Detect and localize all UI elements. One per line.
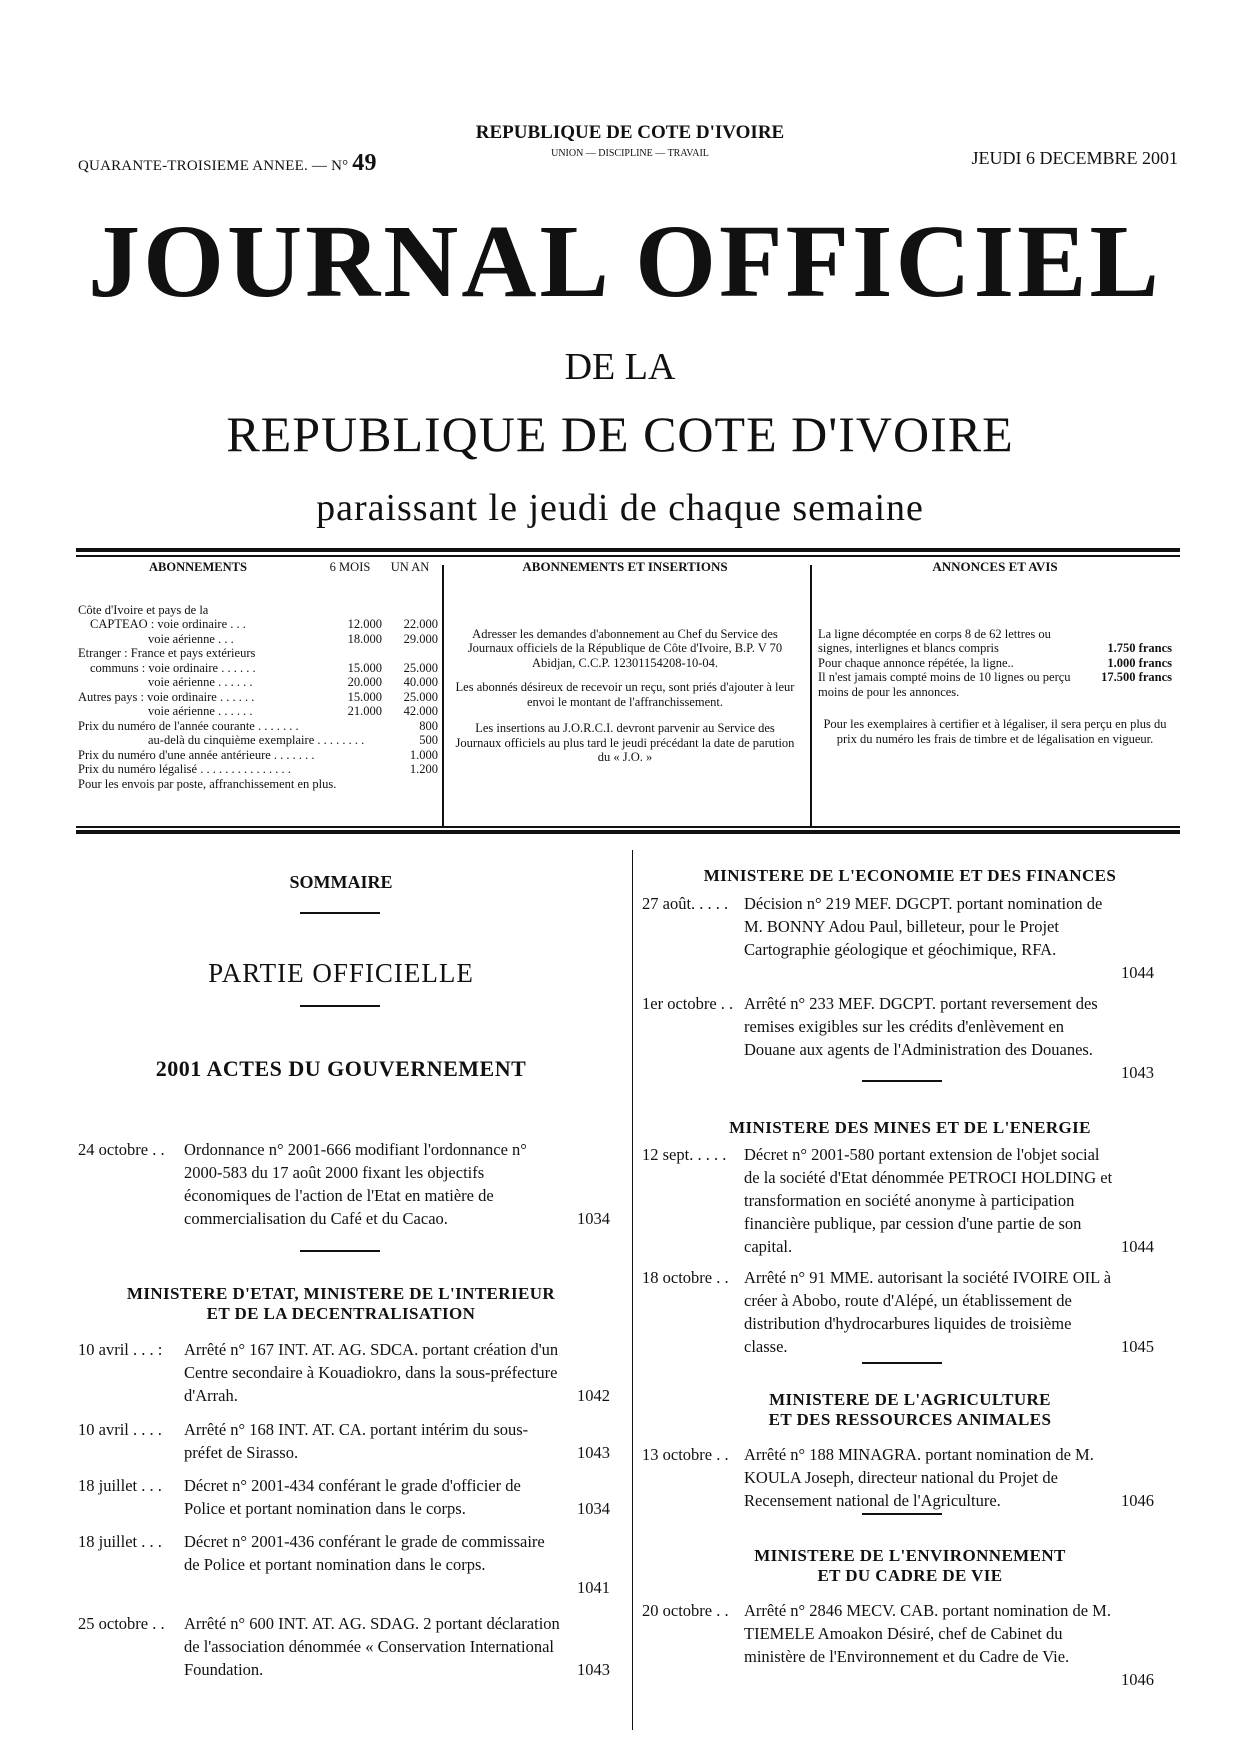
agriculture-heading-line1: MINISTERE DE L'AGRICULTURE (769, 1390, 1051, 1409)
entry-text: Arrêté n° 600 INT. AT. AG. SDAG. 2 portant déclaration de l'association dénommée « Conservation International Foundation. (184, 1614, 560, 1679)
top-rule-thin (76, 555, 1180, 557)
abonnement-1an: 800 (419, 718, 438, 733)
agriculture-heading (640, 1390, 1180, 1430)
abonnement-label: Etranger : France et pays extérieurs (78, 646, 256, 660)
sommaire-heading: SOMMAIRE (289, 872, 393, 892)
republic-motto: UNION — DISCIPLINE — TRAVAIL (551, 148, 709, 159)
actes-heading: 2001 ACTES DU GOUVERNEMENT (155, 1056, 527, 1081)
abonnement-6mois: 15.000 (347, 660, 382, 675)
abonnement-label: communs : voie ordinaire . . . . . . (90, 660, 256, 675)
entry-text: Arrêté n° 168 INT. AT. CA. portant intérim du sous-préfet de Sirasso. (184, 1420, 529, 1462)
edition-line (78, 150, 377, 177)
abonnement-row (78, 777, 438, 792)
entry-date: 18 juillet . . . (78, 1476, 162, 1495)
abonnement-label: Autres pays : voie ordinaire . . . . . . (78, 689, 255, 704)
bottom-rule-thick (76, 830, 1180, 834)
masthead-republic: REPUBLIQUE DE COTE D'IVOIRE (226, 406, 1014, 462)
abonnement-6mois (326, 719, 382, 734)
entry-date: 18 juillet . . . (78, 1532, 162, 1551)
entry-mines-1 (642, 1143, 1154, 1261)
entry-page: 1043 (1121, 1063, 1154, 1082)
republic-header (420, 122, 840, 159)
entry-date: 25 octobre . . (78, 1614, 165, 1633)
entry-page: 1034 (577, 1209, 610, 1228)
abonnement-1an: 25.000 (403, 689, 438, 704)
entry-text: Décision n° 219 MEF. DGCPT. portant nomination de M. BONNY Adou Paul, billeteur, pour le Projet Cartographie géologique et géochimique, RFA. (744, 894, 1103, 959)
entry-text: Arrêté n° 188 MINAGRA. portant nomination de M. KOULA Joseph, directeur national du Projet de Recensement national de l'Agriculture. (744, 1445, 1094, 1510)
entry-text: Ordonnance n° 2001-666 modifiant l'ordonnance n° 2000-583 du 17 août 2000 fixant les objectifs économiques de l'action de l'Etat en matière de commercialisation du Café et du Cacao. (184, 1140, 527, 1228)
abonnement-1an: 25.000 (403, 660, 438, 675)
abonnement-label: Prix du numéro légalisé . . . . . . . . . . . . . . . (78, 762, 291, 776)
abonnement-label: Prix du numéro de l'année courante . . . . . . . (78, 718, 299, 733)
abonnements-lines (78, 603, 438, 792)
entry-environnement-1 (642, 1599, 1154, 1694)
entry-page: 1044 (1121, 1237, 1154, 1256)
annonces-repeat-rate: 1.000 francs (1107, 655, 1172, 670)
abonnements-col-1an: UN AN (390, 560, 430, 574)
environnement-heading (640, 1546, 1180, 1586)
insertions-address: Adresser les demandes d'abonnement au Chef du Service des Journaux officiels de la République de Côte d'Ivoire, B.P. V 70 Abidjan, C.C.P. 12301154208-10-04. (467, 626, 783, 670)
mines-rule (862, 1362, 942, 1364)
entry-page: 1046 (1121, 1491, 1154, 1510)
entry-date: 24 octobre . . (78, 1140, 165, 1159)
entry-date: 20 octobre . . (642, 1601, 729, 1620)
abonnement-1an: 500 (419, 733, 438, 747)
abonnement-label: au-delà du cinquième exemplaire . . . . . . . . (148, 733, 365, 747)
abonnement-1an (387, 777, 438, 792)
abonnement-label: voie aérienne . . . . . . (148, 704, 253, 718)
insertions-box (455, 560, 795, 765)
abonnement-1an: 40.000 (403, 675, 438, 689)
annonces-legalisation: Pour les exemplaires à certifier et à légaliser, il sera perçu en plus du prix du numéro les frais de timbre et de légalisation en vigueur. (823, 717, 1167, 746)
mines-heading: MINISTERE DES MINES ET DE L'ENERGIE (729, 1118, 1091, 1137)
abonnements-box (78, 560, 438, 791)
entry-date: 13 octobre . . (642, 1445, 729, 1464)
top-rule-thick (76, 548, 1180, 552)
abonnement-6mois (336, 777, 387, 792)
abonnement-6mois: 18.000 (347, 631, 382, 646)
agriculture-heading-line2: ET DES RESSOURCES ANIMALES (768, 1410, 1052, 1429)
entry-date: 12 sept. . . . . (642, 1145, 727, 1164)
insertions-receipt: Les abonnés désireux de recevoir un reçu, sont priés d'ajouter à leur envoi le montant de l'affranchissement. (455, 680, 795, 709)
entry-mines-2 (642, 1266, 1154, 1361)
sommaire-rule (300, 912, 380, 914)
abonnement-row (78, 603, 438, 618)
abonnement-6mois: 21.000 (347, 704, 382, 718)
entry-page: 1034 (577, 1499, 610, 1518)
abonnement-row (78, 617, 438, 632)
abonnement-label: voie aérienne . . . . . . (148, 675, 253, 689)
column-divider (632, 850, 633, 1730)
entry-text: Arrêté n° 233 MEF. DGCPT. portant reversement des remises exigibles sur les crédits d'enlèvement en Douane aux agents de l'Administration des Douanes. (744, 994, 1098, 1059)
abonnement-row (78, 762, 438, 777)
box-divider-2 (810, 565, 812, 827)
abonnements-col-6mois: 6 MOIS (329, 560, 371, 574)
abonnement-6mois (326, 603, 382, 618)
entry-date: 1er octobre . . (642, 994, 734, 1013)
abonnement-row (78, 661, 438, 676)
abonnement-1an (382, 603, 438, 618)
abonnement-row (78, 690, 438, 705)
entry-interieur-2 (78, 1418, 610, 1464)
abonnement-label: Pour les envois par poste, affranchissement en plus. (78, 776, 337, 791)
agriculture-rule (862, 1513, 942, 1515)
annonces-repeat-label: Pour chaque annonce répétée, la ligne.. (818, 655, 1014, 670)
abonnement-6mois (326, 762, 382, 777)
journal-title: JOURNAL OFFICIEL (88, 204, 1162, 319)
abonnement-6mois: 15.000 (347, 689, 382, 704)
entry-text: Arrêté n° 91 MME. autorisant la société IVOIRE OIL à créer à Abobo, route d'Alépé, un établissement de distribution d'hydrocarbures liquides de troisième classe. (744, 1268, 1112, 1356)
interieur-heading (70, 1284, 612, 1324)
annonces-minimum-rate: 17.500 francs (1101, 670, 1172, 684)
abonnement-label: CAPTEAO : voie ordinaire . . . (90, 617, 246, 631)
economie-rule (862, 1080, 942, 1082)
annonces-box (818, 560, 1172, 746)
bottom-rule-thin (76, 826, 1180, 828)
interieur-heading-line1: MINISTERE D'ETAT, MINISTERE DE L'INTERIEUR (126, 1284, 556, 1303)
environnement-heading-line1: MINISTERE DE L'ENVIRONNEMENT (754, 1546, 1066, 1565)
entry-date: 10 avril . . . : (78, 1340, 163, 1359)
edition-label: QUARANTE-TROISIEME ANNEE. — N° (78, 158, 349, 174)
abonnement-6mois: 12.000 (347, 617, 382, 631)
abonnement-1an (382, 646, 438, 661)
insertions-deadline: Les insertions au J.O.R.C.I. devront parvenir au Service des Journaux officiels au plus tard le jeudi précédant la date de parution du « J.O. » (455, 721, 795, 764)
abonnement-6mois: 20.000 (347, 675, 382, 689)
abonnements-heading: ABONNEMENTS (149, 560, 247, 574)
interieur-heading-line2: ET DE LA DECENTRALISATION (206, 1304, 476, 1323)
entry-text: Décret n° 2001-580 portant extension de l'objet social de la société d'Etat dénommée PETROCI HOLDING et transformation en société anonyme à participation financière publique, par cession d'une partie de son capital. (744, 1145, 1113, 1256)
environnement-heading-line2: ET DU CADRE DE VIE (817, 1566, 1003, 1585)
abonnement-row (78, 704, 438, 719)
abonnement-row (78, 748, 438, 763)
box-divider-1 (442, 565, 444, 827)
economie-heading: MINISTERE DE L'ECONOMIE ET DES FINANCES (703, 866, 1117, 885)
abonnement-row (78, 675, 438, 690)
issue-date: JEUDI 6 DECEMBRE 2001 (971, 148, 1178, 168)
entry-interieur-1 (78, 1338, 610, 1408)
entry-interieur-5 (78, 1612, 610, 1682)
entry-text: Décret n° 2001-434 conférant le grade d'officier de Police et portant nomination dans le corps. (184, 1476, 521, 1518)
abonnement-1an: 22.000 (403, 617, 438, 631)
entry-page: 1045 (1121, 1337, 1154, 1356)
entry-ordonnance (78, 1138, 610, 1233)
entry-date: 10 avril . . . . (78, 1420, 162, 1439)
abonnement-label: Prix du numéro d'une année antérieure . . . . . . . (78, 747, 315, 762)
partie-rule (300, 1005, 380, 1007)
annonces-line-rate: 1.750 francs (1107, 641, 1172, 655)
entry-date: 18 octobre . . (642, 1268, 729, 1287)
ordonnance-rule (300, 1250, 380, 1252)
abonnement-1an: 1.200 (409, 762, 438, 776)
entry-agriculture-1 (642, 1443, 1154, 1513)
entry-text: Décret n° 2001-436 conférant le grade de commissaire de Police et portant nomination dans le corps. (184, 1532, 545, 1574)
abonnement-row (78, 733, 438, 748)
entry-interieur-4 (78, 1530, 610, 1600)
annonces-line-rate-label: La ligne décomptée en corps 8 de 62 lettres ou signes, interlignes et blancs compris (818, 626, 1051, 655)
entry-page: 1043 (577, 1660, 610, 1679)
abonnement-6mois (364, 733, 401, 748)
masthead-de-la: DE LA (564, 346, 676, 388)
entry-page: 1044 (1121, 963, 1154, 982)
partie-officielle-heading: PARTIE OFFICIELLE (208, 958, 474, 988)
republic-name: REPUBLIQUE DE COTE D'IVOIRE (475, 122, 785, 143)
abonnement-6mois (326, 646, 382, 661)
entry-interieur-3 (78, 1474, 610, 1520)
abonnement-1an: 42.000 (403, 704, 438, 718)
abonnement-row (78, 646, 438, 661)
abonnement-row (78, 632, 438, 647)
abonnement-row (78, 719, 438, 734)
entry-text: Arrêté n° 167 INT. AT. AG. SDCA. portant création d'un Centre secondaire à Kouadiokro, dans la sous-préfecture d'Arrah. (184, 1340, 559, 1405)
entry-economie-1 (642, 892, 1154, 987)
abonnement-label: Côte d'Ivoire et pays de la (78, 602, 209, 617)
abonnement-1an: 1.000 (409, 747, 438, 762)
entry-page: 1041 (577, 1578, 610, 1597)
annonces-minimum-label: Il n'est jamais compté moins de 10 lignes ou perçu moins de pour les annonces. (818, 670, 1071, 699)
entry-page: 1043 (577, 1443, 610, 1462)
entry-page: 1042 (577, 1386, 610, 1405)
masthead-frequency: paraissant le jeudi de chaque semaine (316, 487, 924, 529)
abonnement-6mois (326, 748, 382, 763)
entry-page: 1046 (1121, 1670, 1154, 1689)
insertions-heading: ABONNEMENTS ET INSERTIONS (522, 559, 728, 574)
issue-number: 49 (352, 150, 377, 176)
entry-date: 27 août. . . . . (642, 894, 729, 913)
annonces-heading: ANNONCES ET AVIS (932, 559, 1058, 574)
abonnement-1an: 29.000 (403, 631, 438, 646)
entry-text: Arrêté n° 2846 MECV. CAB. portant nomination de M. TIEMELE Amoakon Désiré, chef de Cabinet du ministère de l'Environnement et du Cadre de Vie. (744, 1601, 1111, 1666)
abonnement-label: voie aérienne . . . (148, 631, 234, 646)
entry-economie-2 (642, 992, 1154, 1087)
